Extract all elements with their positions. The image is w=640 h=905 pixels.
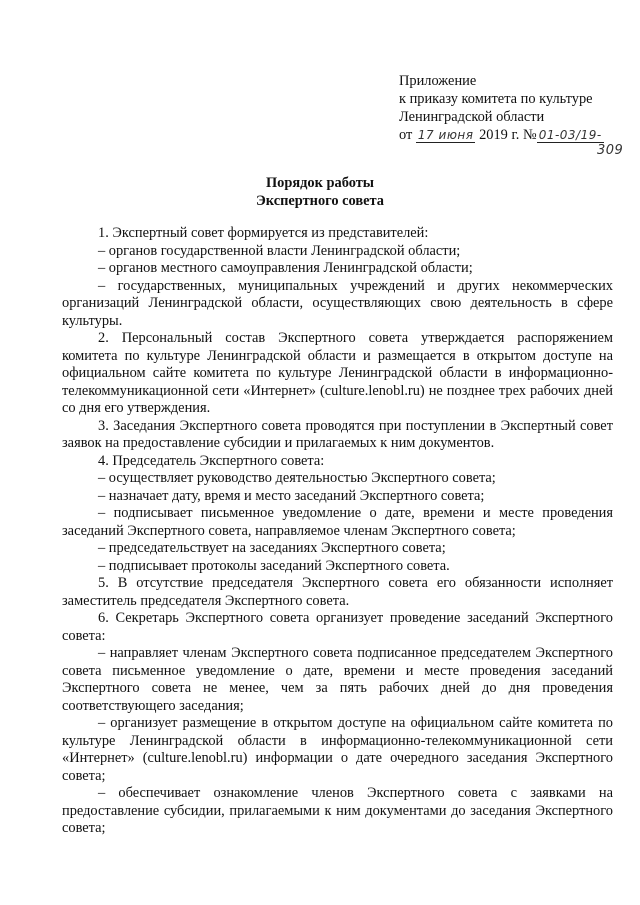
paragraph-2: 2. Персональный состав Экспертного совета утверждается распоряжением комитета по культуре Ленинградской области и размещается в открытом доступе на официальном сайте комитета по культуре Ленинградской области в информационно-телекоммуникационной сети «Интернет» (culture.lenobl.ru) не позднее трех рабочих дней со дня его утверждения. [62,330,613,416]
list-item: – органов государственной власти Ленинградской области; [98,242,461,259]
appendix-header [399,72,629,158]
order-reference: к приказу комитета по культуре [399,91,593,107]
title-line-2: Экспертного совета [256,193,384,209]
list-item: – председательствует на заседаниях Экспертного совета; [98,540,446,556]
handwritten-day-month [416,128,476,143]
list-item: – осуществляет руководство деятельностью Экспертного совета; [98,470,496,486]
document-title [0,174,640,210]
paragraph-4: 4. Председатель Экспертного совета: [98,452,325,469]
handwritten-order-number: 01-03/19- [538,128,602,142]
list-item: – направляет членам Экспертного совета подписанное председателем Экспертного совета письменное уведомление о дате, времени и месте проведения заседаний Экспертного совета не менее, чем за пять рабочих дней до дня проведения соответствующего заседания; [62,645,613,714]
list-item: – подписывает письменное уведомление о дате, времени и месте проведения заседаний Экспертного совета, направляемое членам Экспертного совета; [62,505,613,539]
region-name: Ленинградской области [399,109,545,125]
list-item: – организует размещение в открытом доступе на официальном сайте комитета по культуре Ленинградской области в информационно-телекоммуникационной сети «Интернет» (culture.lenobl.ru) информации о дате очередного заседания Экспертного совета; [62,715,613,784]
document-body [62,225,613,838]
list-item: – подписывает протоколы заседаний Экспертного совета. [98,557,450,574]
list-item: – органов местного самоуправления Ленинградской области; [98,260,473,276]
date-year: 2019 г. № [479,127,537,143]
list-item: – государственных, муниципальных учреждений и других некоммерческих организаций Ленинградской области, осуществляющих свою деятельность в сфере культуры. [62,277,613,329]
list-item: – назначает дату, время и место заседаний Экспертного совета; [98,487,485,504]
paragraph-5: 5. В отсутствие председателя Экспертного совета его обязанности исполняет заместитель председателя Экспертного совета. [62,575,613,609]
list-item: – обеспечивает ознакомление членов Экспертного совета с заявками на предоставление субсидии, прилагаемыми к ним документами до заседания Экспертного совета; [62,785,613,836]
handwritten-day: 17 [417,128,435,142]
handwritten-order-number-suffix: 309 [597,143,624,158]
paragraph-3: 3. Заседания Экспертного совета проводятся при поступлении в Экспертный совет заявок на предоставление субсидии и прилагаемых к ним документов. [62,417,613,451]
date-prefix: от [399,127,413,143]
handwritten-month: июня [438,128,474,142]
appendix-label: Приложение [399,73,477,89]
paragraph-6: 6. Секретарь Экспертного совета организует проведение заседаний Экспертного совета: [62,610,613,644]
paragraph-1: 1. Экспертный совет формируется из представителей: [98,225,429,241]
order-date-line [399,126,629,144]
title-line-1: Порядок работы [265,175,375,191]
